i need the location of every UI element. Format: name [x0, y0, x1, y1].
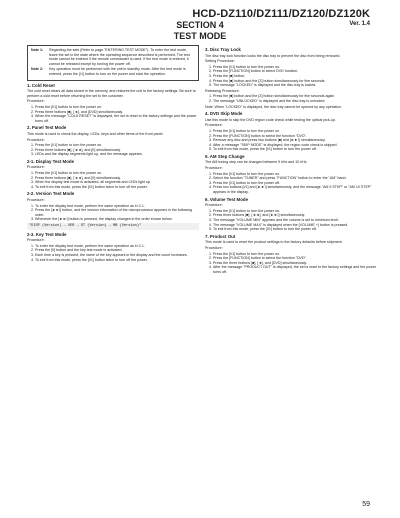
step: 1. Press the [I/1] button to turn the power on.	[35, 143, 199, 148]
procedure-label: Procedure:	[205, 123, 223, 128]
step: 1. Press the [I/1] button to turn the power on.	[213, 252, 377, 257]
page-number: 59	[362, 501, 370, 508]
step: 1. Press the [I/1] button to turn the power on.	[213, 209, 377, 214]
model-title: HCD-DZ110/DZ111/DZ120/DZ120K	[192, 8, 370, 20]
step: 4. To exit from this mode, press the [I/1] button twice to turn off the power.	[35, 258, 199, 263]
procedure-label: Procedure:	[27, 137, 45, 142]
procedure-label: Releasing Procedure:	[205, 88, 240, 93]
section-heading-disc-tray-lock: 3. Disc Tray Lock	[205, 47, 241, 52]
procedure-label: Setting Procedure:	[205, 59, 235, 64]
section-intro: The cold reset clears all data stored in the memory, and restores the unit to the factory settings. Be sure to perform a cold reset before returning the set to the customer.	[27, 89, 196, 98]
step: 2. Press three buttons [■], [◄◄], and [II] simultaneously.	[35, 148, 199, 153]
left-column	[27, 45, 199, 263]
step: 4. After the message "PRODUCT OUT" is displayed, the set is reset to the factory settings and the power turns off.	[213, 265, 377, 274]
step: 3. Remove any disc and press two buttons [■] and [►►I] simultaneously.	[213, 138, 377, 143]
step: 4. Press the [■] button and the [Z] button simultaneously for five seconds.	[213, 79, 377, 84]
section-intro: This mode is used to reset the product settings to the factory defaults before shipment.	[205, 240, 343, 245]
procedure-label: Procedure:	[205, 245, 223, 250]
section-heading-panel-test: 2. Panel Test Mode	[27, 125, 67, 131]
procedure-steps	[205, 172, 377, 195]
step: 1. Press the [I/1] button to turn the power on.	[213, 129, 377, 134]
section-heading-dvd-skip: 4. DVD Skip Mode	[205, 111, 243, 117]
note-label: Note 2:	[31, 67, 44, 72]
section-intro: This mode is used to check the display, LEDs, keys and other items of the front panel.	[27, 131, 164, 136]
notes-box	[27, 45, 199, 81]
section-intro: The disc tray lock function locks the disc tray to prevent the disc from being removed.	[205, 53, 341, 58]
procedure-label: Procedure:	[205, 203, 223, 208]
step: 2. Press the [►►I] button, and the version information of the microprocessor appears in the following order.	[35, 208, 199, 217]
step: 1. Press the [I/1] button to turn the power on.	[213, 172, 377, 177]
note-1	[31, 48, 195, 66]
step: 3. Each time a key is pressed, the name of the key appears in the display and the count increases.	[35, 253, 199, 258]
step: 4. The message "VOLUME MAX" is displayed when the [VOLUME +] button is pressed.	[213, 223, 377, 228]
step: 2. Press the [FUNCTION] button to select the function "DVD".	[213, 134, 377, 139]
step: 2. Select the function "TUNER" and press "FUNCTION" button to enter the "AM" band.	[213, 176, 377, 181]
step: 1. Press the [■] button and the [Z] button simultaneously for five seconds again.	[213, 94, 377, 99]
step: 2. Press three buttons [■], [◄], and [DVD] simultaneously.	[35, 110, 199, 115]
step: 5. The message "LOCKED" is displayed and the disc tray is locked.	[213, 83, 377, 88]
step: 5. To exit from this mode, press the [I/1] button to turn the power off.	[213, 147, 377, 152]
step: 1. To enter the display test mode, perform the same operation as in 2-1.	[35, 204, 199, 209]
version-label: Ver. 1.4	[349, 21, 370, 27]
procedure-label: Procedure:	[27, 238, 45, 243]
step: 3. Press the three buttons [■], [◄], and [DVD] simultaneously.	[213, 261, 377, 266]
section-heading-display-test: 2-1. Display Test Mode	[27, 158, 75, 164]
note-text: Regarding the sets (Refer to page "ENTERING TEST MODE"). To enter the test mode, leave the set in the state where the operating sequence described is performed. The test mode cannot be entered if the remote commander is used. If the test mode is entered, it cannot be released except by turning the power off.	[49, 48, 190, 66]
procedure-steps	[205, 94, 377, 103]
section-heading-volume-test: 6. Volume Test Mode	[205, 196, 249, 202]
procedure-steps	[27, 105, 199, 123]
step: 3. Whenever the [►►I] button is pressed, the display changes in the order shown below.	[35, 217, 199, 222]
procedure-steps	[205, 65, 377, 88]
procedure-label: Procedure:	[27, 198, 45, 203]
section-heading-key-test: 2-3. Key Test Mode	[27, 231, 67, 237]
procedure-steps	[27, 204, 199, 222]
step: 1. To enter the display test mode, perform the same operation as in 2-1.	[35, 244, 199, 249]
section-heading-product-out: 7. Product Out	[205, 233, 236, 239]
step: 3. The message "VOLUME MIN" appears and the volume is set to minimum level.	[213, 218, 377, 223]
step: 2. Press the [II] button and the key test mode is activated.	[35, 248, 199, 253]
procedure-steps	[205, 252, 377, 275]
step: 2. Press the [FUNCTION] button to select DVD function.	[213, 69, 377, 74]
section-heading: SECTION 4	[176, 20, 224, 30]
step: 3. Press the [I/1] button to turn the power off.	[213, 181, 377, 186]
step: 5. To exit from this mode, press the [I/1] button to turn the power off.	[213, 227, 377, 232]
step: 3. Press the [■] button.	[213, 74, 377, 79]
step: 3. When the message "COLD RESET" is displayed, the set is reset to the factory settings and the power turns off.	[35, 114, 199, 123]
section-heading-version-test: 2-2. Version Test Mode	[27, 191, 75, 197]
step: 1. Press the [I/1] button to turn the power on.	[213, 65, 377, 70]
note-label: Note 1:	[31, 48, 44, 52]
procedure-steps	[205, 129, 377, 152]
procedure-steps	[205, 209, 377, 232]
procedure-steps	[27, 171, 199, 189]
procedure-label: Procedure:	[27, 99, 45, 104]
step: 3. LEDs and the display segments light up, and the message appears.	[35, 152, 199, 157]
step: 2. Press three buttons [■], [◄◄], and [►►I] simultaneously.	[213, 213, 377, 218]
step: 1. Press the [I/1] button to turn the power on.	[35, 105, 199, 110]
section-intro: Use this mode to skip the DVD region code check while testing the optical pick-up.	[205, 117, 336, 122]
note-2	[31, 67, 195, 76]
procedure-label: Procedure:	[205, 166, 223, 171]
step: 3. When the display test mode is activated, all segments and LEDs light up.	[35, 180, 199, 185]
section-intro: The AM tuning step can be changed between 9 kHz and 10 kHz.	[205, 160, 308, 165]
section-note: Note: When "LOCKED" is displayed, the disc tray cannot be opened by any operation.	[205, 104, 342, 109]
step: 2. The message "UNLOCKED" is displayed and the disc tray is unlocked.	[213, 99, 377, 104]
step: 2. Press three buttons [■], [◄◄], and [II] simultaneously.	[35, 176, 199, 181]
procedure-label: Procedure:	[27, 165, 45, 170]
step: 4. To exit from this mode, press the [I/1] button twice to turn off the power.	[35, 185, 199, 190]
step: 1. Press the [I/1] button to turn the power on.	[35, 171, 199, 176]
step: 4. Press two buttons [I/1] and [►►I] simultaneously, and the message "AM 9 STEP" or "AM 10 STEP" appears in the display.	[213, 185, 377, 194]
note-text: Key operation must be performed with the unit in standby mode. After the test mode is entered, press the [/1] button to turn on the power and start the operation.	[49, 67, 186, 76]
step: 2. Press the [FUNCTION] button to select the function "DVD".	[213, 256, 377, 261]
procedure-steps	[27, 244, 199, 262]
section-heading-cold-reset: 1. Cold Reset	[27, 82, 55, 88]
procedure-steps	[27, 143, 199, 157]
right-column	[205, 45, 377, 276]
step: 4. After a message "SKIP MODE" is displayed, the region code check is skipped.	[213, 143, 377, 148]
section-heading-am-step: 5. AM Step Change	[205, 153, 245, 159]
version-sequence: "DISP (Version) → VER → ST (Version) → MB (Version)"	[27, 223, 199, 230]
page-title: TEST MODE	[173, 31, 227, 41]
